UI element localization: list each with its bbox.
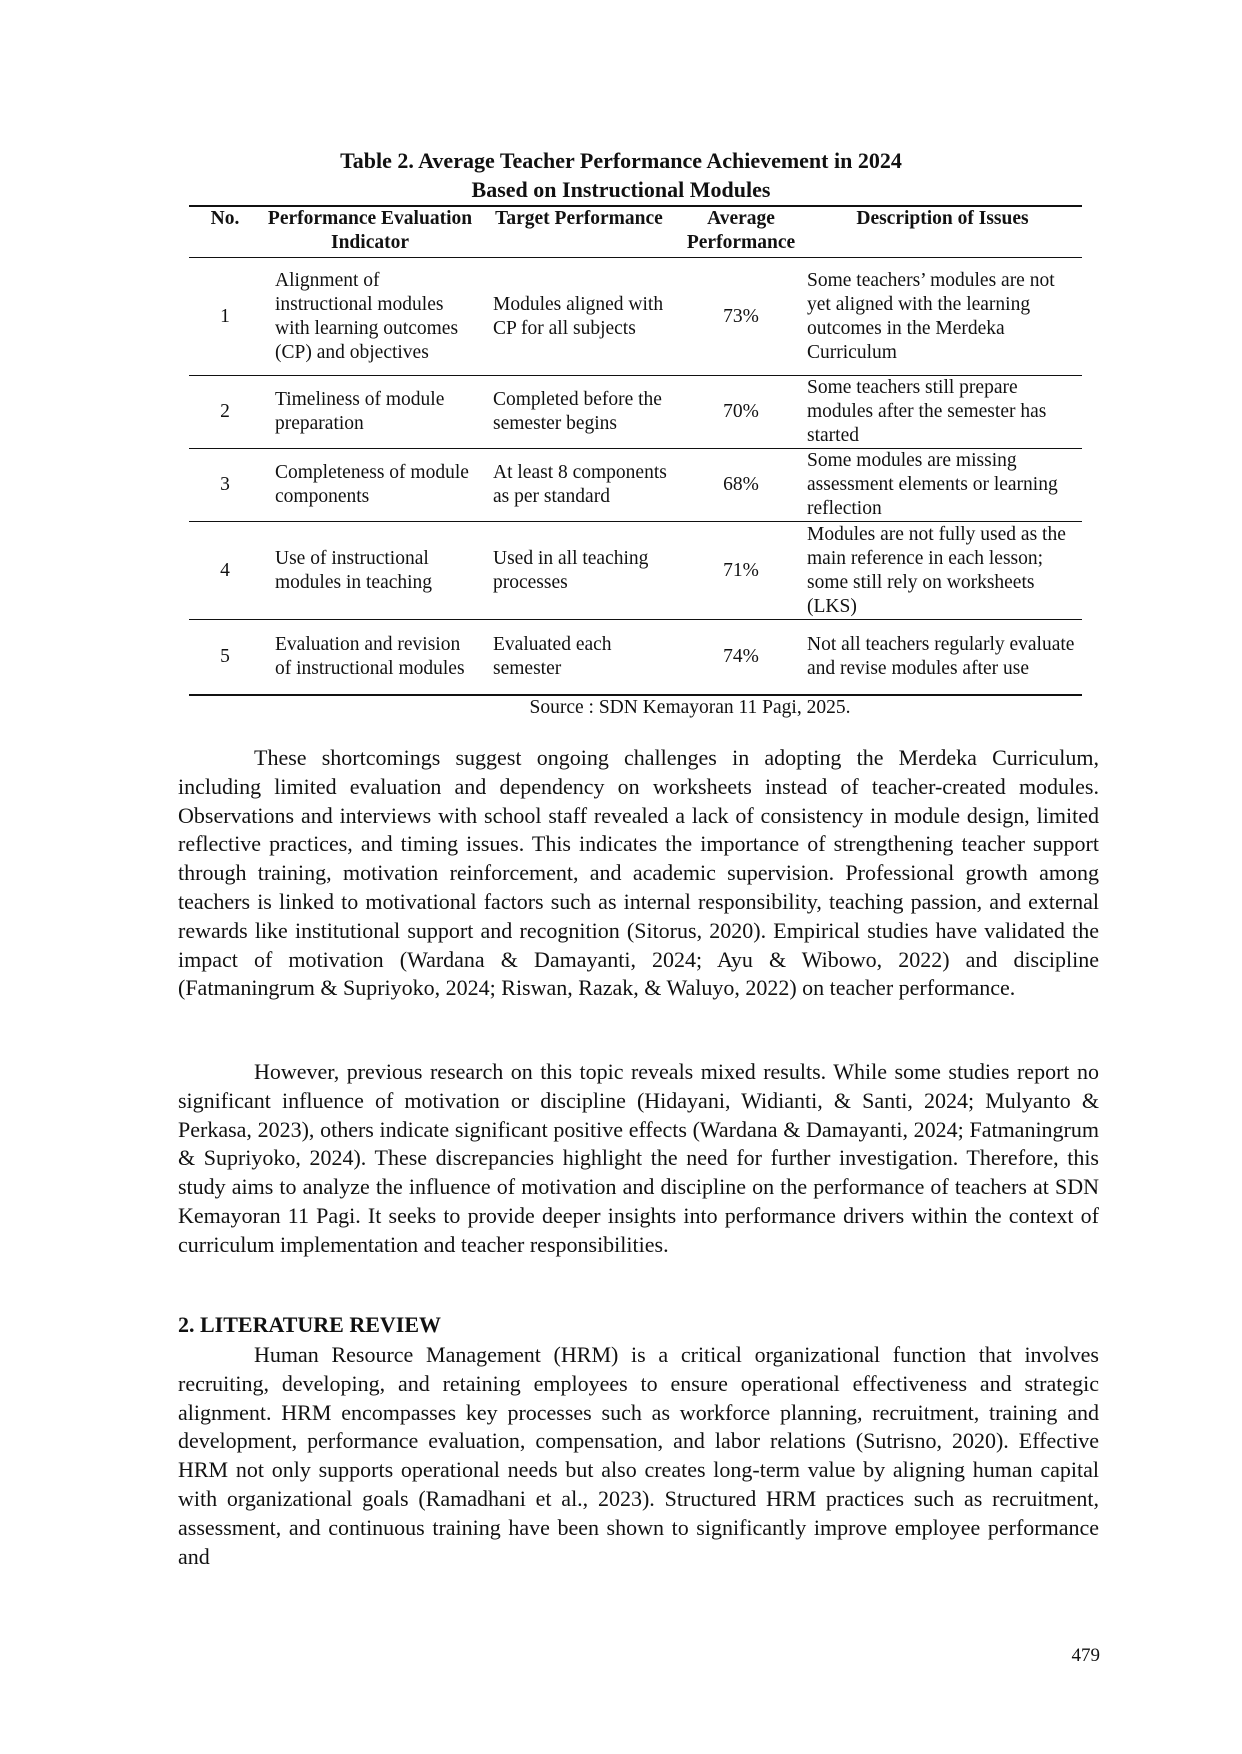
header-no: No. <box>210 208 240 229</box>
table-title-line2: Based on Instructional Modules <box>471 177 771 202</box>
cell-target: Modules aligned with CP for all subjects <box>493 293 664 339</box>
cell-no: 5 <box>220 645 230 667</box>
header-issues: Description of Issues <box>856 208 1029 229</box>
cell-average: 74% <box>723 645 759 667</box>
cell-no: 4 <box>220 559 230 581</box>
cell-issues: Modules are not fully used as the main reference in each lesson; some still rely on worksheets (LKS) <box>807 523 1066 617</box>
table-row <box>189 620 1082 695</box>
body-paragraph-3: Human Resource Management (HRM) is a critical organizational function that involves recruiting, developing, and retaining employees to ensure operational effectiveness and strategic alignment. HRM encompasses key processes such as workforce planning, recruitment, training and development, performance evaluation, compensation, and labor relations (Sutrisno, 2020). Effective HRM not only supports operational needs but also creates long-term value by aligning human capital with organizational goals (Ramadhani et al., 2023). Structured HRM practices such as recruitment, assessment, and continuous training have been shown to significantly improve employee performance and <box>178 1342 1099 1569</box>
cell-target: Evaluated each semester <box>493 633 612 679</box>
table-header-row <box>189 206 1082 258</box>
cell-indicator: Evaluation and revision of instructional modules <box>275 633 465 679</box>
cell-average: 68% <box>723 474 759 495</box>
cell-average: 70% <box>723 401 759 422</box>
cell-target: Used in all teaching processes <box>493 547 649 593</box>
cell-issues: Some teachers still prepare modules after the semester has started <box>807 377 1047 446</box>
body-paragraph-1: These shortcomings suggest ongoing challenges in adopting the Merdeka Curriculum, including limited evaluation and dependency on worksheets instead of teacher-created modules. Observations and interviews with school staff revealed a lack of consistency in module design, limited reflective practices, and timing issues. This indicates the importance of strengthening teacher support through training, motivation reinforcement, and academic supervision. Professional growth among teachers is linked to motivational factors such as internal responsibility, teaching passion, and external rewards like institutional support and recognition (Sitorus, 2020). Empirical studies have validated the impact of motivation (Wardana & Damayanti, 2024; Ayu & Wibowo, 2022) and discipline (Fatmaningrum & Supriyoko, 2024; Riswan, Razak, & Waluyo, 2022) on teacher performance. <box>178 745 1099 1001</box>
cell-target: Completed before the semester begins <box>493 389 662 434</box>
cell-indicator: Timeliness of module preparation <box>275 389 445 434</box>
cell-no: 1 <box>220 305 230 327</box>
cell-indicator: Alignment of instructional modules with learning outcomes (CP) and objectives <box>275 269 459 363</box>
cell-issues: Not all teachers regularly evaluate and revise modules after use <box>807 633 1075 679</box>
table-source: Source : SDN Kemayoran 11 Pagi, 2025. <box>529 697 851 718</box>
table-row <box>189 449 1082 522</box>
table-row <box>189 258 1082 376</box>
header-target: Target Performance <box>495 208 663 229</box>
header-average: Average Performance <box>686 208 796 253</box>
header-indicator: Performance Evaluation Indicator <box>267 208 473 253</box>
cell-target: At least 8 components as per standard <box>493 462 667 507</box>
cell-issues: Some modules are missing assessment elements or learning reflection <box>807 450 1058 519</box>
table-row <box>189 522 1082 620</box>
performance-table <box>189 205 1082 696</box>
page-number: 479 <box>1071 1645 1100 1666</box>
cell-average: 71% <box>723 559 759 581</box>
table-title-line1: Table 2. Average Teacher Performance Achievement in 2024 <box>340 148 902 173</box>
cell-issues: Some teachers’ modules are not yet aligned with the learning outcomes in the Merdeka Curriculum <box>807 269 1055 363</box>
section-heading: 2. LITERATURE REVIEW <box>178 1312 442 1337</box>
cell-indicator: Use of instructional modules in teaching <box>275 547 433 593</box>
cell-no: 2 <box>220 401 230 422</box>
table-row <box>189 376 1082 449</box>
cell-indicator: Completeness of module components <box>275 462 469 507</box>
cell-no: 3 <box>220 474 230 495</box>
cell-average: 73% <box>723 305 759 327</box>
body-paragraph-2: However, previous research on this topic reveals mixed results. While some studies report no significant influence of motivation or discipline (Hidayani, Widianti, & Santi, 2024; Mulyanto & Perkasa, 2023), others indicate significant positive effects (Wardana & Damayanti, 2024; Fatmaningrum & Supriyoko, 2024). These discrepancies highlight the need for further investigation. Therefore, this study aims to analyze the influence of motivation and discipline on the performance of teachers at SDN Kemayoran 11 Pagi. It seeks to provide deeper insights into performance drivers within the context of curriculum implementation and teacher responsibilities. <box>178 1059 1099 1257</box>
